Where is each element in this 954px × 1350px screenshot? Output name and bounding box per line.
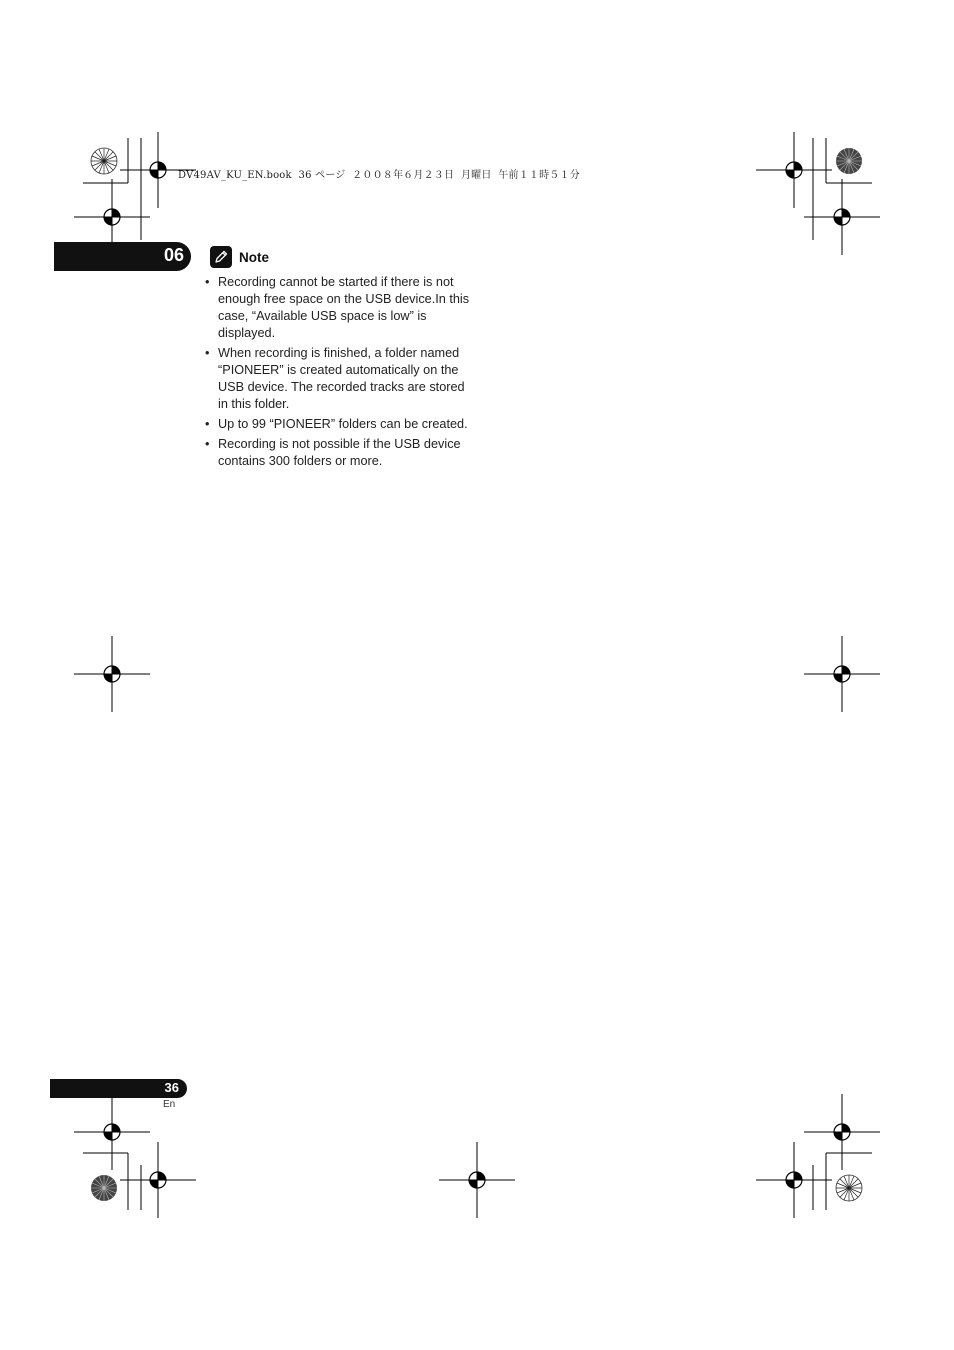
list-item: • When recording is finished, a folder named “PIONEER” is created automatically on the USB device. The recorded tracks are stored in this folder. [204, 345, 474, 413]
note-title: Note [239, 249, 269, 265]
list-item: • Recording cannot be started if there is not enough free space on the USB device.In this case, “Available USB space is low” is displayed. [204, 274, 474, 342]
chapter-number: 06 [163, 245, 184, 265]
list-item: • Up to 99 “PIONEER” folders can be created. [204, 416, 474, 433]
page-number: 36 [164, 1080, 179, 1095]
chapter-tab [54, 242, 191, 271]
note-header [210, 245, 269, 269]
note-list [204, 274, 474, 473]
print-header: DV49AV_KU_EN.book 36 ページ ２００８年６月２３日 月曜日 午前１１時５１分 [178, 170, 580, 181]
page-number-tab [50, 1079, 187, 1098]
page-language: En [163, 1099, 176, 1110]
list-item: • Recording is not possible if the USB device contains 300 folders or more. [204, 436, 474, 470]
pencil-icon [210, 246, 232, 268]
